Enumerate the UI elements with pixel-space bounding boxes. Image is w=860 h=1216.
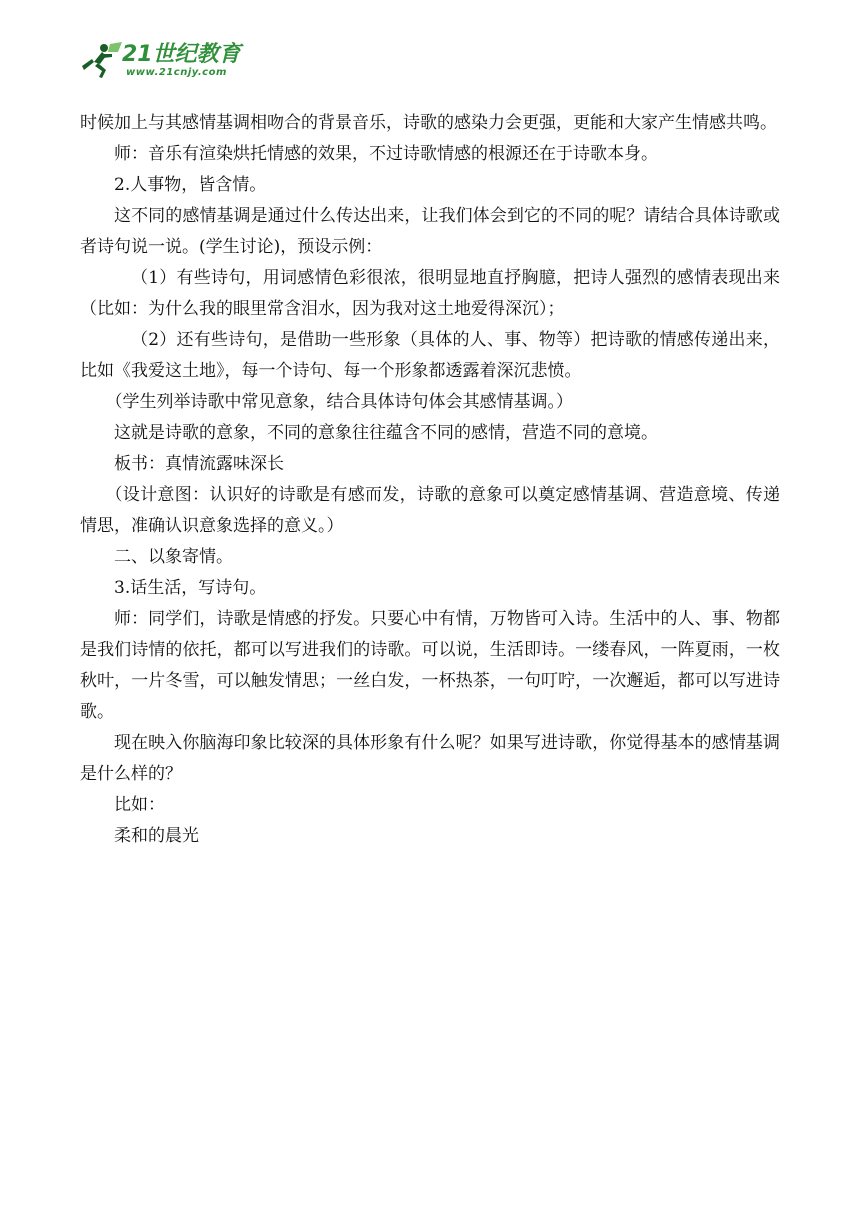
paragraph: （学生列举诗歌中常见意象，结合具体诗句体会其感情基调。） (105, 392, 573, 412)
paragraph: 这不同的感情基调是通过什么传达出来，让我们体会到它的不同的呢？请结合具体诗歌或者诗句说一说。(学生讨论)，预设示例： (80, 206, 780, 257)
paragraph: （设计意图：认识好的诗歌是有感而发，诗歌的意象可以奠定感情基调、营造意境、传递情思，准确认识意象选择的意义。） (80, 485, 780, 536)
section-heading: 2.人事物，皆含情。 (114, 175, 267, 195)
logo-url: www.21cnjy.com (126, 67, 227, 78)
document-body (80, 108, 780, 852)
paragraph: 师：音乐有渲染烘托情感的效果，不过诗歌情感的根源还在于诗歌本身。 (114, 144, 658, 164)
paragraph: 师：同学们，诗歌是情感的抒发。只要心中有情，万物皆可入诗。生活中的人、事、物都是我们诗情的依托，都可以写进我们的诗歌。可以说，生活即诗。一缕春风，一阵夏雨，一枚秋叶，一片冬雪，可以触发情思；一丝白发，一杯热茶，一句叮咛，一次邂逅，都可以写进诗歌。 (80, 609, 780, 722)
paragraph: 比如： (114, 795, 165, 815)
paragraph: 柔和的晨光 (114, 826, 199, 846)
section-heading: 二、以象寄情。 (114, 547, 233, 567)
paragraph: 板书：真情流露味深长 (114, 454, 284, 474)
section-heading: 3.话生活，写诗句。 (114, 578, 267, 598)
header-logo (80, 40, 250, 86)
paragraph: 时候加上与其感情基调相吻合的背景音乐，诗歌的感染力会更强，更能和大家产生情感共鸣。 (80, 113, 777, 133)
paragraph: 这就是诗歌的意象，不同的意象往往蕴含不同的感情，营造不同的意境。 (114, 423, 658, 443)
paragraph: （1）有些诗句，用词感情色彩很浓，很明显地直抒胸臆，把诗人强烈的感情表现出来（比如：为什么我的眼里常含泪水，因为我对这土地爱得深沉）； (80, 268, 780, 319)
logo-text: 21世纪教育 (122, 42, 241, 67)
paragraph: （2）还有些诗句，是借助一些形象（具体的人、事、物等）把诗歌的情感传递出来，比如《我爱这土地》，每一个诗句、每一个形象都透露着深沉悲愤。 (80, 330, 780, 381)
paragraph: 现在映入你脑海印象比较深的具体形象有什么呢？如果写进诗歌，你觉得基本的感情基调是什么样的？ (80, 733, 780, 784)
running-figure-icon (80, 40, 124, 80)
